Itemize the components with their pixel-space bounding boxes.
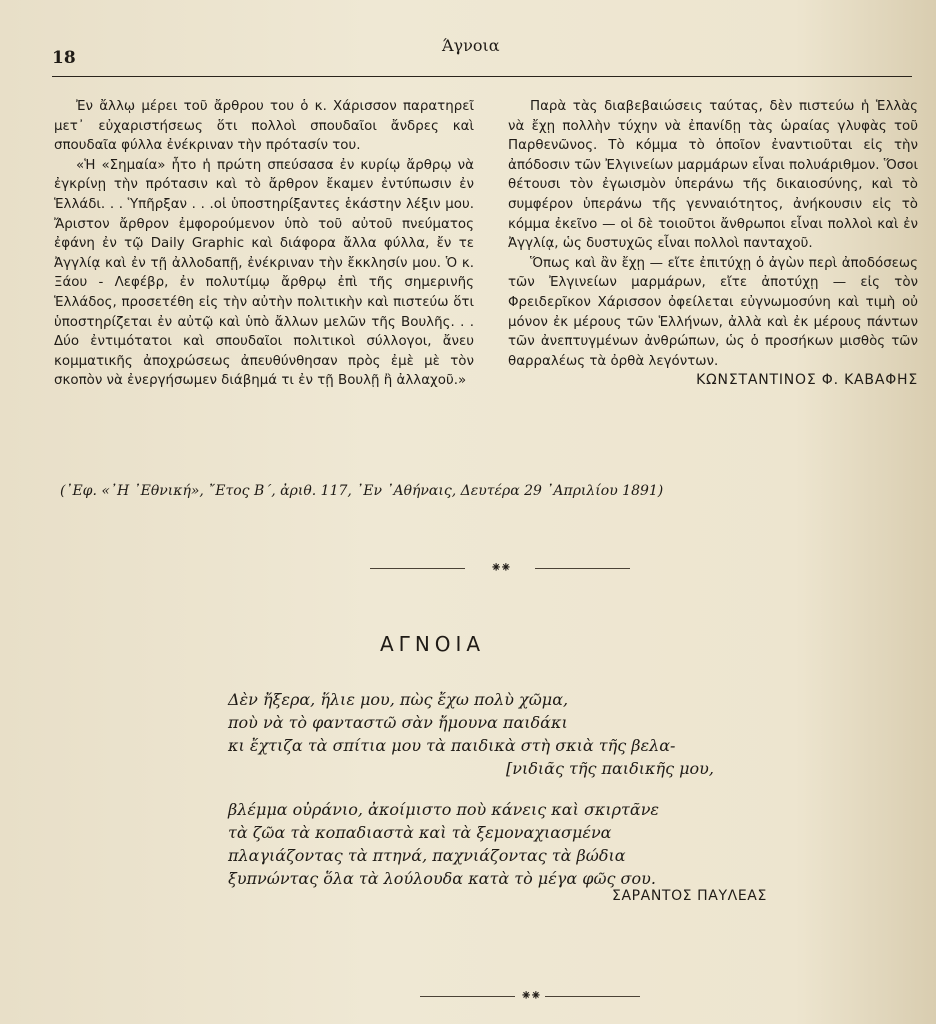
page-number: 18 [52,48,76,68]
poem-line: ποὺ νὰ τὸ φανταστῶ σὰν ἤμουνα παιδάκι [228,713,568,732]
ornament-divider: ⁕⁕ [370,560,630,576]
article-paragraph: Παρὰ τὰς διαβεβαιώσεις ταύτας, δὲν πιστεύω ἡ Ἑλλὰς νὰ ἔχῃ πολλὴν τύχην νὰ ἐπανίδῃ τὰς ὡραίας γλυφὰς τοῦ Παρθενῶνος. Τὸ κόμμα τὸ ὁποῖον ἐναντιοῦται εἰς τὴν ἀπόδοσιν τῶν Ἐλγινείων μαρμάρων εἶναι πολυάριθμον. Ὅσοι θέτουσι τὸν ἐγωισμὸν ὑπεράνω τῆς δικαιοσύνης, καὶ τὸ συμφέρον ὑπεράνω τῆς γενναιότητος, ἀνήκουσιν εἰς τὸ κόμμα ἐκεῖνο — οἱ δὲ τοιοῦτοι ἄνθρωποι εἶναι πολλοὶ καὶ ἐν Ἀγγλίᾳ, ὡς δυστυχῶς εἶναι πολλοὶ πανταχοῦ. [508,99,918,252]
article-signature: ΚΩΝΣΤΑΝΤΙΝΟΣ Φ. ΚΑΒΑΦΗΣ [696,372,918,389]
header-rule [52,76,912,77]
article-paragraph: Ἐν ἄλλῳ μέρει τοῦ ἄρθρου του ὁ κ. Χάρισσον παρατηρεῖ μετ᾽ εὐχαριστήσεως ὅτι πολλοὶ σπουδαῖοι ἄνδρες καὶ σπουδαῖα φύλλα ἐνέκριναν τὴν πρότασίν του. [54,99,474,154]
poem-title: ΑΓΝΟΙΑ [380,632,486,656]
poem-line: πλαγιάζοντας τὰ πτηνά, παχνιάζοντας τὰ βώδια [228,846,626,865]
article-citation: (᾽Εφ. «᾽Η ᾽Εθνική», ῎Ετος Β´, ἀριθ. 117, ᾽Εν ᾽Αθήναις, Δευτέρα 29 ᾽Απριλίου 1891) [60,483,664,499]
poem-author: ΣΑΡΑΝΤΟΣ ΠΑΥΛΕΑΣ [612,888,767,904]
page-header [52,36,912,76]
article-paragraph: Ὅπως καὶ ἂν ἔχῃ — εἴτε ἐπιτύχῃ ὁ ἀγὼν περὶ ἀποδόσεως τῶν Ἐλγινείων μαρμάρων, εἴτε ἀποτύχῃ — εἰς τὸν Φρειδερῖκον Χάρισσον ὀφείλεται εὐγνωμοσύνη καὶ τιμὴ οὐ μόνον ἐκ μέρους τῶν Ἑλλήνων, ἀλλὰ καὶ ἐκ μέρους πάντων τῶν ἀνεπτυγμένων ἀνθρώπων, ὡς ὁ προσήκων μισθὸς τῶν θαρραλέως τὰ ὀρθὰ λεγόντων. [508,255,918,369]
stanza-gap [228,780,828,798]
article-right-column [508,97,918,391]
poem-line: τὰ ζῶα τὰ κοπαδιαστὰ καὶ τὰ ξεμοναχιασμένα [228,823,612,842]
poem-line: ξυπνώντας ὅλα τὰ λούλουδα κατὰ τὸ μέγα φῶς σου. [228,869,656,888]
poem-line: κι ἔχτιζα τὰ σπίτια μου τὰ παιδικὰ στὴ σκιὰ τῆς βελα- [228,736,676,755]
article-left-column [54,97,474,391]
ornament-divider: ⁕⁕ [420,988,640,1004]
poem-line: βλέμμα οὐράνιο, ἀκοίμιστο ποὺ κάνεις καὶ σκιρτᾶνε [228,800,660,819]
poem-line-continuation: [νιδιᾶς τῆς παιδικῆς μου, [506,759,714,778]
poem-body [228,688,828,890]
poem-line: Δὲν ἤξερα, ἥλιε μου, πὼς ἔχω πολὺ χῶμα, [228,690,569,709]
running-title: Άγνοια [442,36,500,55]
article-quote-paragraph: «Ἡ «Σημαία» ἦτο ἡ πρώτη σπεύσασα ἐν κυρίῳ ἄρθρῳ νὰ ἐγκρίνῃ τὴν πρότασιν καὶ τὸ ἄρθρον ἔκαμεν ἐντύπωσιν ἐν Ἑλλάδι. . . Ὑπῆρξαν . . .οἱ ὑποστηρίξαντες ἑκάστην λέξιν μου. Ἄριστον ἄρθρον ἐμφορούμενον ὑπὸ τοῦ αὐτοῦ πνεύματος ἐφάνη ἐν τῷ Daily Graphic καὶ διάφορα ἄλλα φύλλα, ἔν τε Ἀγγλίᾳ καὶ ἐν τῇ ἀλλοδαπῇ, ἐνέκριναν τὴν ἔκκλησίν μου. Ὁ κ. Ξάου - Λεφέβρ, ἐν πολυτίμῳ ἄρθρῳ ἐπὶ τῆς σημερινῆς Ἑλλάδος, προσετέθη εἰς τὴν αὐτὴν πολιτικὴν καὶ πιστεύω ὅτι ὑποστηρίζεται ἐν αὐτῷ καὶ ὑπὸ ἄλλων μελῶν τῆς Βουλῆς. . . Δύο ἐντιμότατοι καὶ σπουδαῖοι πολιτικοὶ σύλλογοι, ἄνευ κομματικῆς ἀποχρώσεως ἀπευθύνθησαν πρὸς ἐμὲ μὲ τὸν σκοπὸν νὰ ἐνεργήσωμεν διάβημά τι ἐν τῇ Βουλῇ ἢ ἀλλαχοῦ.» [54,157,474,389]
